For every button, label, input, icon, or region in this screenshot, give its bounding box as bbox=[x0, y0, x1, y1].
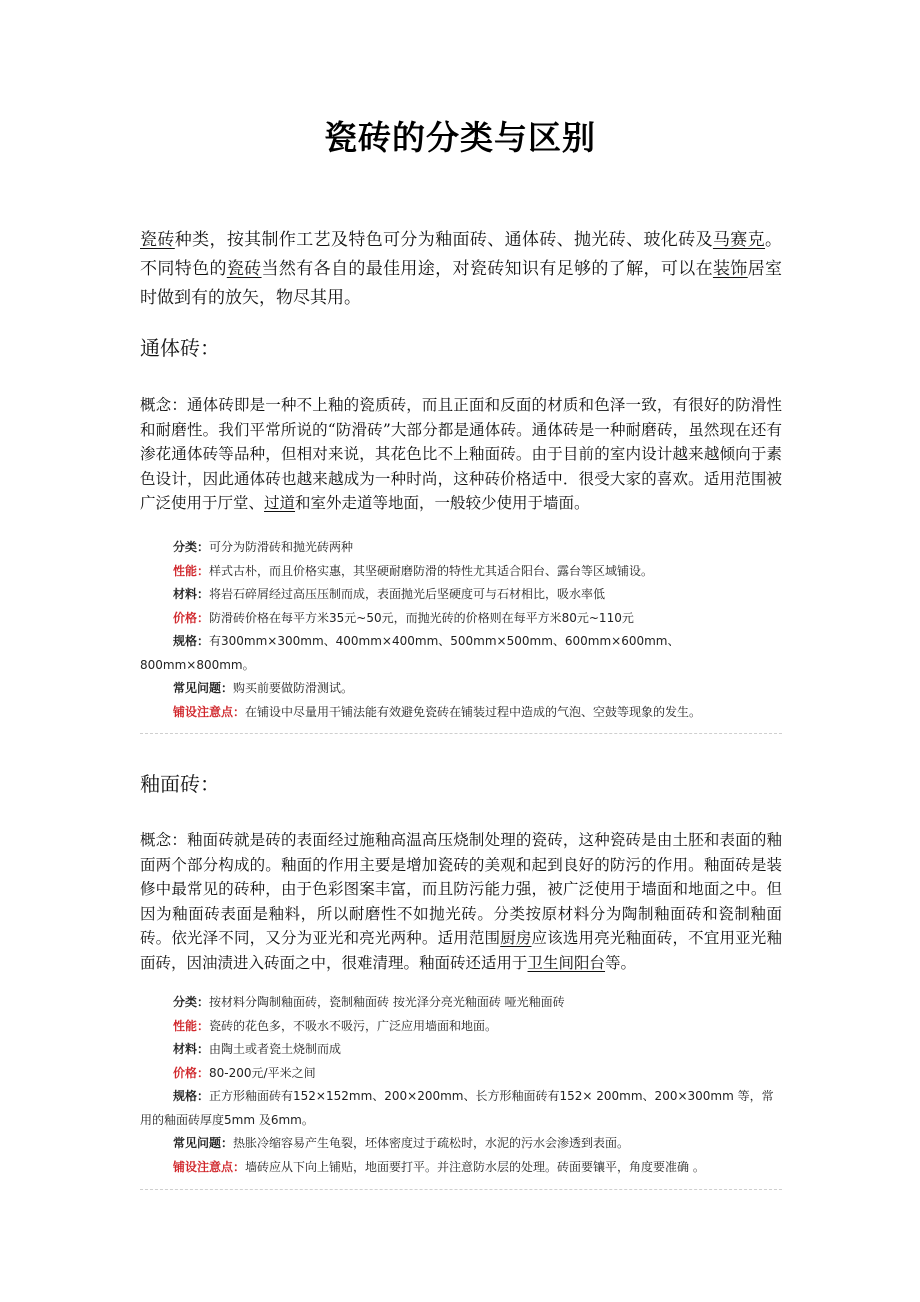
detail-row bbox=[140, 536, 782, 560]
detail-label: 分类： bbox=[173, 540, 210, 554]
intro-link-tile-2[interactable]: 瓷砖 bbox=[226, 259, 262, 279]
detail-label: 规格： bbox=[173, 1089, 210, 1103]
detail-row bbox=[140, 560, 782, 584]
detail-text: 正方形釉面砖有152×152mm、200×200mm、长方形釉面砖有152× 200mm、200×300mm 等，常用的釉面砖厚度5mm 及6mm。 bbox=[140, 1089, 774, 1127]
detail-label: 材料： bbox=[173, 1042, 210, 1056]
detail-text: 80-200元/平米之间 bbox=[209, 1065, 316, 1080]
concept-link-corridor[interactable]: 过道 bbox=[264, 494, 296, 512]
concept-label: 概念： bbox=[140, 396, 187, 414]
detail-row bbox=[140, 1062, 782, 1086]
detail-row bbox=[140, 1085, 782, 1132]
detail-label: 性能： bbox=[173, 563, 210, 578]
detail-label: 常见问题： bbox=[173, 1136, 234, 1150]
section-heading-full-body-tile: 通体砖： bbox=[140, 336, 220, 360]
detail-text: 由陶土或者瓷土烧制而成 bbox=[209, 1042, 342, 1056]
detail-text: 瓷砖的花色多，不吸水不吸污，广泛应用墙面和地面。 bbox=[209, 1018, 498, 1033]
concept-label: 概念： bbox=[140, 831, 187, 849]
detail-label: 价格： bbox=[173, 610, 210, 625]
section-divider bbox=[140, 1189, 782, 1190]
intro-link-tile[interactable]: 瓷砖 bbox=[140, 230, 175, 250]
concept-text: 和室外走道等地面，一般较少使用于墙面。 bbox=[295, 494, 590, 512]
detail-row bbox=[140, 607, 782, 631]
concept-link-kitchen[interactable]: 厨房 bbox=[500, 929, 532, 947]
section-concept bbox=[140, 828, 782, 975]
detail-row bbox=[140, 991, 782, 1015]
detail-text: 在铺设中尽量用干铺法能有效避免瓷砖在铺装过程中造成的气泡、空鼓等现象的发生。 bbox=[245, 704, 702, 719]
detail-label: 铺设注意点： bbox=[173, 704, 246, 719]
page-title: 瓷砖的分类与区别 bbox=[324, 118, 596, 157]
intro-link-decoration[interactable]: 装饰 bbox=[712, 259, 748, 279]
section-heading-glazed-tile: 釉面砖： bbox=[140, 772, 220, 796]
detail-label: 分类： bbox=[173, 995, 210, 1009]
intro-text: 种类，按其制作工艺及特色可分为釉面砖、通体砖、抛光砖、玻化砖及 bbox=[174, 230, 713, 250]
section-details bbox=[140, 991, 782, 1179]
concept-text: 等。 bbox=[605, 953, 637, 972]
detail-label: 规格： bbox=[173, 634, 210, 648]
detail-label: 材料： bbox=[173, 587, 210, 601]
intro-paragraph bbox=[140, 226, 782, 313]
detail-row bbox=[140, 630, 782, 677]
concept-text: 应该选用亮光釉面砖，不宜用亚光釉面砖，因油渍进入砖面之中，很难清理。釉面砖还适用于 bbox=[140, 929, 782, 972]
concept-text: 釉面砖就是砖的表面经过施釉高温高压烧制处理的瓷砖，这种瓷砖是由土胚和表面的釉面两个部分构成的。釉面的作用主要是增加瓷砖的美观和起到良好的防污的作用。釉面砖是装修中最常见的砖种，由于色彩图案丰富，而且防污能力强，被广泛使用于墙面和地面之中。但因为釉面砖表面是釉料，所以耐磨性不如抛光砖。分类按原材料分为陶制釉面砖和瓷制釉面砖。依光泽不同，又分为亚光和亮光两种。适用范围 bbox=[140, 831, 782, 947]
detail-text: 热胀冷缩容易产生龟裂，坯体密度过于疏松时，水泥的污水会渗透到表面。 bbox=[233, 1136, 630, 1150]
detail-text: 有300mm×300mm、400mm×400mm、500mm×500mm、600mm×600mm、800mm×800mm。 bbox=[140, 634, 680, 672]
detail-row bbox=[140, 1015, 782, 1039]
detail-text: 防滑砖价格在每平方米35元~50元，而抛光砖的价格则在每平方米80元~110元 bbox=[209, 610, 634, 625]
intro-text: 居室时做到有的放矢，物尽其用。 bbox=[140, 259, 783, 308]
detail-label: 常见问题： bbox=[173, 681, 234, 695]
detail-label: 铺设注意点： bbox=[173, 1159, 246, 1174]
detail-text: 样式古朴，而且价格实惠，其坚硬耐磨防滑的特性尤其适合阳台、露台等区域铺设。 bbox=[209, 563, 654, 578]
detail-row bbox=[140, 583, 782, 607]
detail-row bbox=[140, 701, 782, 725]
detail-text: 将岩石碎屑经过高压压制而成，表面抛光后坚硬度可与石材相比，吸水率低 bbox=[209, 587, 606, 601]
section-details bbox=[140, 536, 782, 724]
detail-row bbox=[140, 677, 782, 701]
detail-text: 可分为防滑砖和抛光砖两种 bbox=[209, 540, 354, 554]
detail-text: 按材料分陶制釉面砖，瓷制釉面砖 按光泽分亮光釉面砖 哑光釉面砖 bbox=[209, 995, 565, 1009]
detail-row bbox=[140, 1132, 782, 1156]
intro-link-mosaic[interactable]: 马赛克 bbox=[712, 230, 766, 250]
concept-link-bathroom-balcony[interactable]: 卫生间阳台 bbox=[527, 953, 606, 972]
detail-label: 价格： bbox=[173, 1065, 210, 1080]
section-divider bbox=[140, 733, 782, 734]
detail-row bbox=[140, 1038, 782, 1062]
detail-text: 墙砖应从下向上铺贴，地面要打平。并注意防水层的处理。砖面要镶平，角度要准确 。 bbox=[245, 1159, 705, 1174]
detail-text: 购买前要做防滑测试。 bbox=[233, 681, 354, 695]
intro-text: 当然有各自的最佳用途，对瓷砖知识有足够的了解，可以在 bbox=[261, 259, 713, 279]
detail-label: 性能： bbox=[173, 1018, 210, 1033]
intro-text: 。不同特色的 bbox=[140, 230, 783, 279]
detail-row bbox=[140, 1156, 782, 1180]
section-concept bbox=[140, 393, 782, 516]
concept-text: 通体砖即是一种不上釉的瓷质砖，而且正面和反面的材质和色泽一致，有很好的防滑性和耐磨性。我们平常所说的“防滑砖”大部分都是通体砖。通体砖是一种耐磨砖，虽然现在还有渗花通体砖等品种，但相对来说，其花色比不上釉面砖。由于目前的室内设计越来越倾向于素色设计，因此通体砖也越来越成为一种时尚，这种砖价格适中．很受大家的喜欢。适用范围被广泛使用于厅堂、 bbox=[140, 396, 782, 512]
